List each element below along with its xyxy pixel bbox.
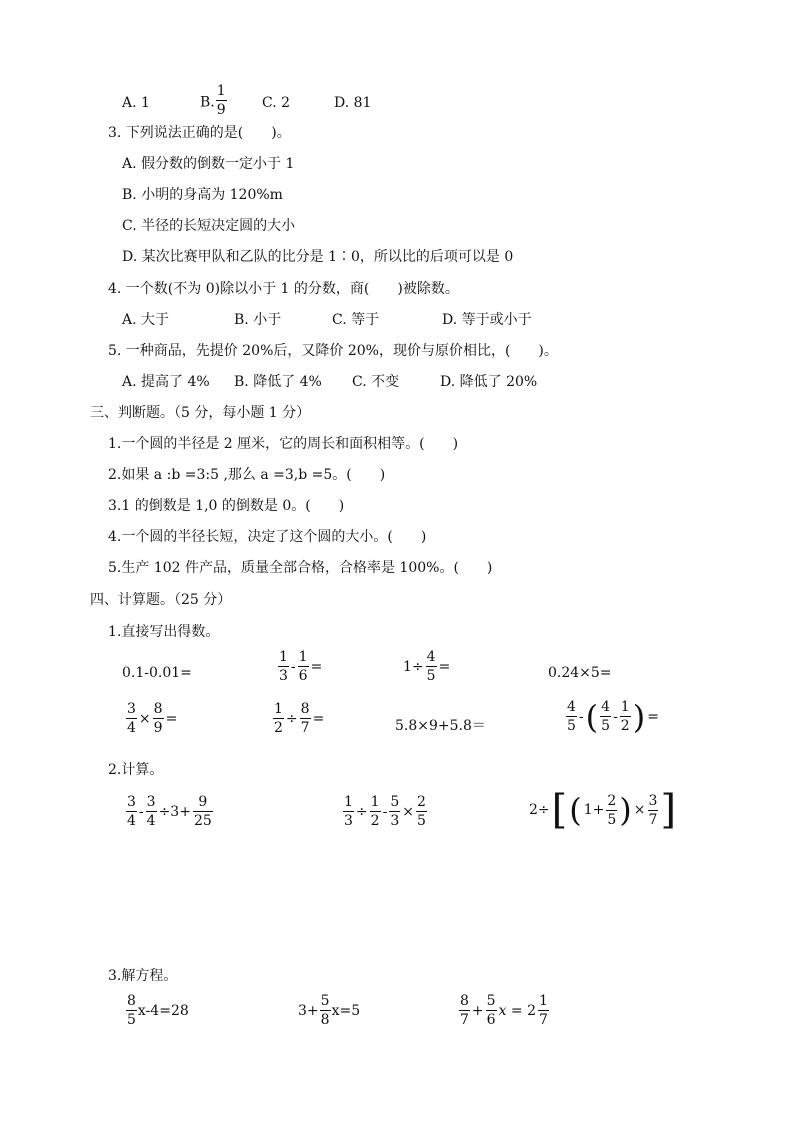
q2-option-b-fraction: $\frac{1}{9}$ <box>216 83 226 118</box>
q5-option-d: D. 降低了 20% <box>440 374 538 390</box>
calc-1-1: 0.1-0.01= <box>122 665 192 681</box>
q2-option-b: B. $\frac{1}{9}$ <box>200 83 226 118</box>
q4-option-c: C. 等于 <box>332 312 380 328</box>
q2-options-row <box>122 83 372 119</box>
calc-1-3: 1÷ $\frac{4}{5}$ = <box>403 649 451 684</box>
calc-1-4: 0.24×5= <box>548 665 612 681</box>
equation-3: $\frac{8}{7}$ + $\frac{5}{6}$ x = 2 $\frac{1}{7}$ <box>460 993 548 1028</box>
section4-sub2: 2.计算。 <box>108 762 164 778</box>
section3-item-4: 4.一个圆的半径长短，决定了这个圆的大小。( ) <box>108 529 427 545</box>
q5-options-row <box>122 372 537 392</box>
section4-sub3: 3.解方程。 <box>108 968 178 984</box>
q4-options-row <box>122 310 532 330</box>
calc-1-6: $\frac{1}{2}$ ÷ $\frac{8}{7}$ = <box>274 701 325 736</box>
calc-1-7: 5.8×9+5.8＝ <box>395 718 486 734</box>
calc-2-2: $\frac{1}{3}$ ÷ $\frac{1}{2}$ - $\frac{5}{3}$ × $\frac{2}{5}$ <box>344 794 426 829</box>
q5-option-a: A. 提高了 4% <box>122 374 210 390</box>
calc-2-1: $\frac{3}{4}$ - $\frac{3}{4}$ ÷3+ $\frac{9}{25}$ <box>127 794 212 829</box>
equation-1: $\frac{8}{5}$ x-4=28 <box>127 993 189 1028</box>
calc-1-5: $\frac{3}{4}$ × $\frac{8}{9}$ = <box>127 701 178 736</box>
section3-item-5: 5.生产 102 件产品，质量全部合格，合格率是 100%。( ) <box>108 560 493 576</box>
section4-title: 四、计算题。（25 分） <box>90 592 232 608</box>
q3-stem: 3. 下列说法正确的是( )。 <box>108 125 291 141</box>
section3-item-3: 3.1 的倒数是 1,0 的倒数是 0。( ) <box>108 498 345 514</box>
q3-option-c: C. 半径的长短决定圆的大小 <box>122 218 296 234</box>
q3-option-a: A. 假分数的倒数一定小于 1 <box>122 156 295 172</box>
q5-stem: 5. 一种商品，先提价 20%后，又降价 20%，现价与原价相比，( )。 <box>108 343 558 359</box>
calc-1-8: $\frac{4}{5}$ - ( $\frac{4}{5}$ - $\frac{1}{2}$ ) = <box>567 697 659 736</box>
q3-option-b: B. 小明的身高为 120%m <box>122 187 283 203</box>
q4-stem: 4. 一个数(不为 0)除以小于 1 的分数，商( )被除数。 <box>108 281 459 297</box>
q5-option-b: B. 降低了 4% <box>234 374 322 390</box>
q2-option-a: A. 1 <box>122 94 150 111</box>
section4-sub1: 1.直接写出得数。 <box>108 624 220 640</box>
q4-option-a: A. 大于 <box>122 312 170 328</box>
calc-2-3: 2÷ [ ( 1+ $\frac{2}{5}$ ) × $\frac{3}{7}$ ] <box>529 787 677 833</box>
q4-option-b: B. 小于 <box>234 312 282 328</box>
q2-option-c: C. 2 <box>262 94 291 111</box>
q5-option-c: C. 不变 <box>352 374 400 390</box>
section3-item-1: 1.一个圆的半径是 2 厘米，它的周长和面积相等。( ) <box>108 436 459 452</box>
section3-title: 三、判断题。（5 分，每小题 1 分） <box>90 405 311 421</box>
equation-2: 3+ $\frac{5}{8}$ x=5 <box>298 993 361 1028</box>
q4-option-d: D. 等于或小于 <box>442 312 532 328</box>
q2-option-d: D. 81 <box>334 94 372 111</box>
section3-item-2: 2.如果 a :b =3:5 ,那么 a =3,b =5。( ) <box>108 467 386 483</box>
q3-option-d: D. 某次比赛甲队和乙队的比分是 1∶0，所以比的后项可以是 0 <box>122 249 514 265</box>
calc-1-2: $\frac{1}{3}$ - $\frac{1}{6}$ = <box>279 649 323 684</box>
